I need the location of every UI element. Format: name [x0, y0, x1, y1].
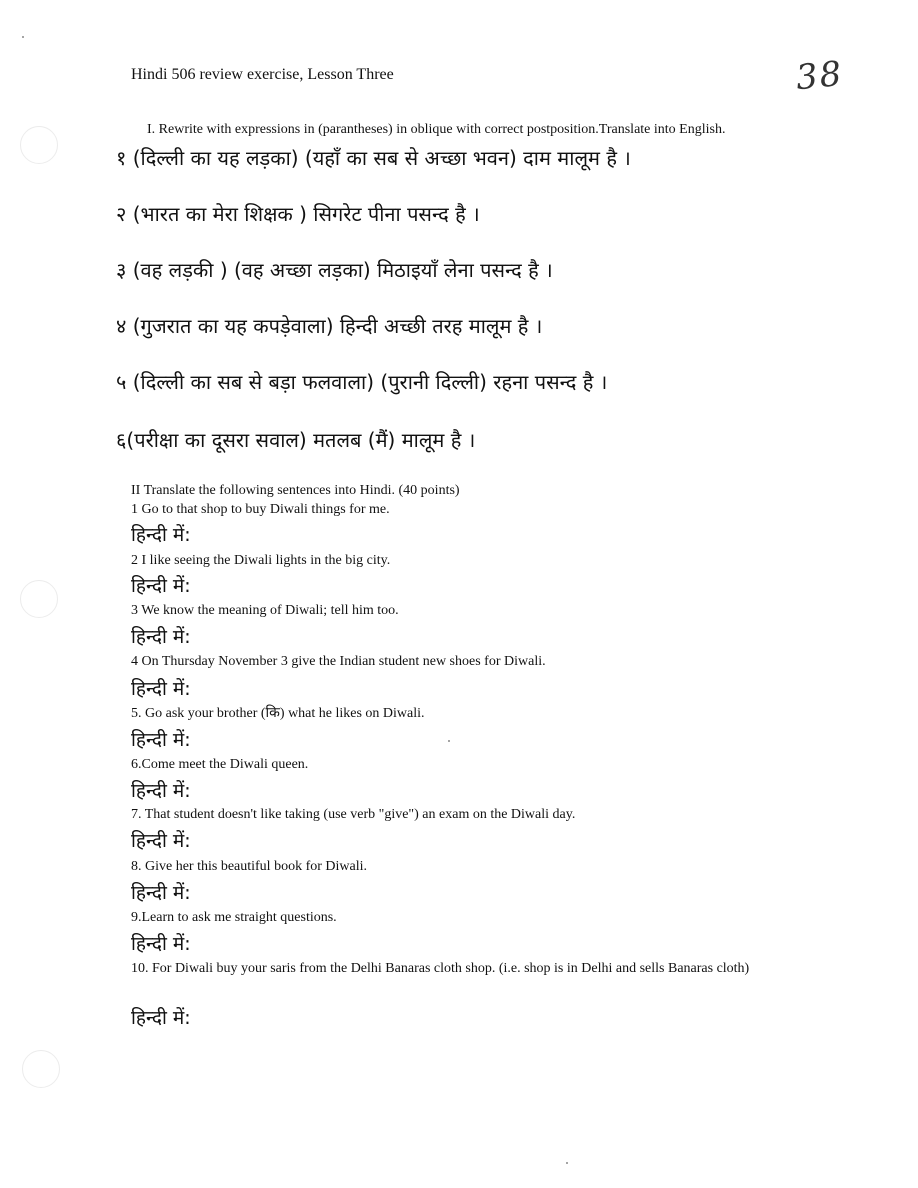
- scan-speck: [566, 1162, 568, 1164]
- hindi-sentence-2: २ (भारत का मेरा शिक्षक ) सिगरेट पीना पसन्द है ।: [116, 202, 480, 226]
- hindi-sentence-6: ६(परीक्षा का दूसरा सवाल) मतलब (मैं) मालूम है ।: [116, 428, 476, 452]
- scan-speck: [448, 740, 450, 742]
- hole-punch-mark: [20, 580, 58, 618]
- question-1: 1 Go to that shop to buy Diwali things for me.: [131, 502, 390, 517]
- answer-label-3: हिन्दी में:: [131, 626, 191, 648]
- hole-punch-mark: [20, 126, 58, 164]
- document-title: Hindi 506 review exercise, Lesson Three: [131, 66, 394, 83]
- answer-label-1: हिन्दी में:: [131, 524, 191, 546]
- scan-speck: [22, 36, 24, 38]
- answer-label-4: हिन्दी में:: [131, 678, 191, 700]
- answer-label-10: हिन्दी में:: [131, 1007, 191, 1029]
- question-4: 4 On Thursday November 3 give the Indian student new shoes for Diwali.: [131, 654, 546, 669]
- question-3: 3 We know the meaning of Diwali; tell him too.: [131, 603, 399, 618]
- hindi-sentence-1: १ (दिल्ली का यह लड़का) (यहाँ का सब से अच्छा भवन) दाम मालूम है ।: [116, 146, 631, 170]
- section2-instruction: II Translate the following sentences into Hindi. (40 points): [131, 483, 460, 498]
- question-2: 2 I like seeing the Diwali lights in the big city.: [131, 553, 391, 568]
- hindi-sentence-3: ३ (वह लड़की ) (वह अच्छा लड़का) मिठाइयाँ लेना पसन्द है ।: [116, 258, 553, 282]
- answer-label-7: हिन्दी में:: [131, 830, 191, 852]
- question-10: 10. For Diwali buy your saris from the Delhi Banaras cloth shop. (i.e. shop is in Delhi and sells Banaras cloth): [131, 961, 750, 976]
- section1-instruction: I. Rewrite with expressions in (parantheses) in oblique with correct postposition.Translate into English.: [147, 122, 726, 137]
- answer-label-8: हिन्दी में:: [131, 882, 191, 904]
- hole-punch-mark: [22, 1050, 60, 1088]
- question-5: 5. Go ask your brother (कि) what he likes on Diwali.: [131, 706, 425, 721]
- question-8: 8. Give her this beautiful book for Diwali.: [131, 859, 368, 874]
- hindi-sentence-4: ४ (गुजरात का यह कपड़ेवाला) हिन्दी अच्छी तरह मालूम है ।: [116, 314, 543, 338]
- answer-label-6: हिन्दी में:: [131, 780, 191, 802]
- question-6: 6.Come meet the Diwali queen.: [131, 757, 309, 772]
- answer-label-9: हिन्दी में:: [131, 933, 191, 955]
- answer-label-2: हिन्दी में:: [131, 575, 191, 597]
- hindi-sentence-5: ५ (दिल्ली का सब से बड़ा फलवाला) (पुरानी दिल्ली) रहना पसन्द है ।: [116, 370, 608, 394]
- answer-label-5: हिन्दी में:: [131, 729, 191, 751]
- question-9: 9.Learn to ask me straight questions.: [131, 910, 337, 925]
- question-7: 7. That student doesn't like taking (use verb "give") an exam on the Diwali day.: [131, 807, 576, 822]
- page-number: 38: [794, 53, 846, 99]
